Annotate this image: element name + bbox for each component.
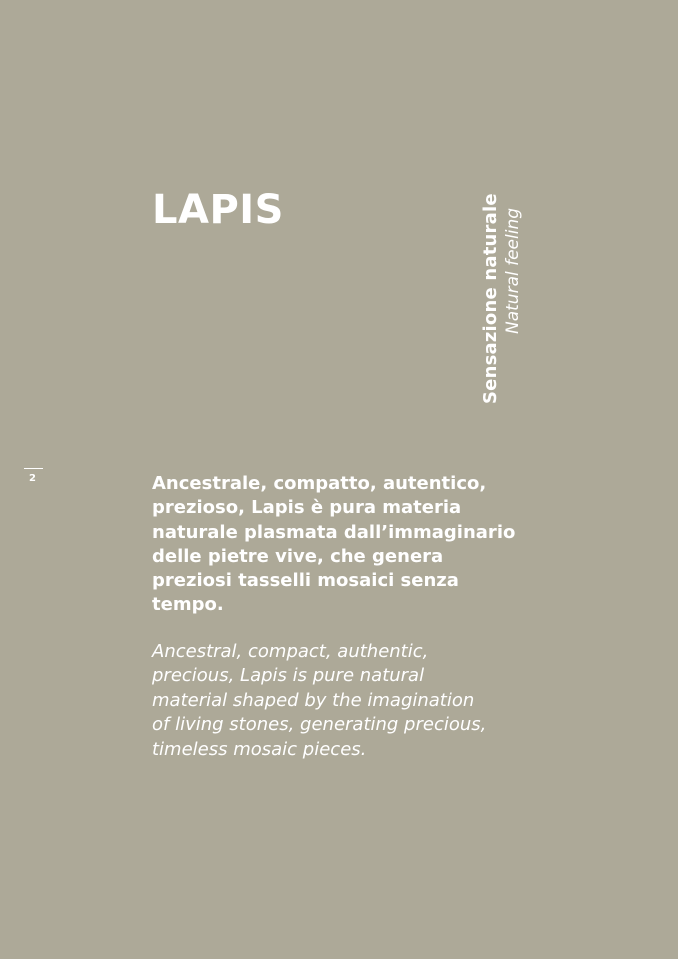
description-italian-line: preziosi tasselli mosaici senza bbox=[152, 570, 459, 592]
description-italian-line: naturale plasmata dall’immaginario bbox=[152, 521, 516, 543]
description-italian-line: prezioso, Lapis è pura materia bbox=[152, 497, 462, 519]
description-english-line: timeless mosaic pieces. bbox=[152, 738, 367, 760]
page-number-rule bbox=[24, 468, 43, 469]
description-english-line: Ancestral, compact, authentic, bbox=[152, 641, 429, 662]
description-english-line: material shaped by the imagination bbox=[152, 689, 475, 711]
page-number: 2 bbox=[29, 473, 36, 484]
page-title: LAPIS bbox=[152, 187, 284, 233]
description-italian-line: tempo. bbox=[152, 594, 224, 616]
description-italian-line: Ancestrale, compatto, autentico, bbox=[152, 473, 487, 494]
tagline-english: Natural feeling bbox=[503, 207, 523, 334]
description-italian bbox=[152, 472, 532, 618]
description-english-line: of living stones, generating precious, bbox=[152, 714, 487, 736]
vertical-tagline bbox=[480, 193, 524, 404]
description-english bbox=[152, 640, 532, 762]
description-english-line: precious, Lapis is pure natural bbox=[152, 665, 425, 687]
tagline-italian: Sensazione naturale bbox=[480, 193, 501, 404]
description-italian-line: delle pietre vive, che genera bbox=[152, 545, 444, 567]
